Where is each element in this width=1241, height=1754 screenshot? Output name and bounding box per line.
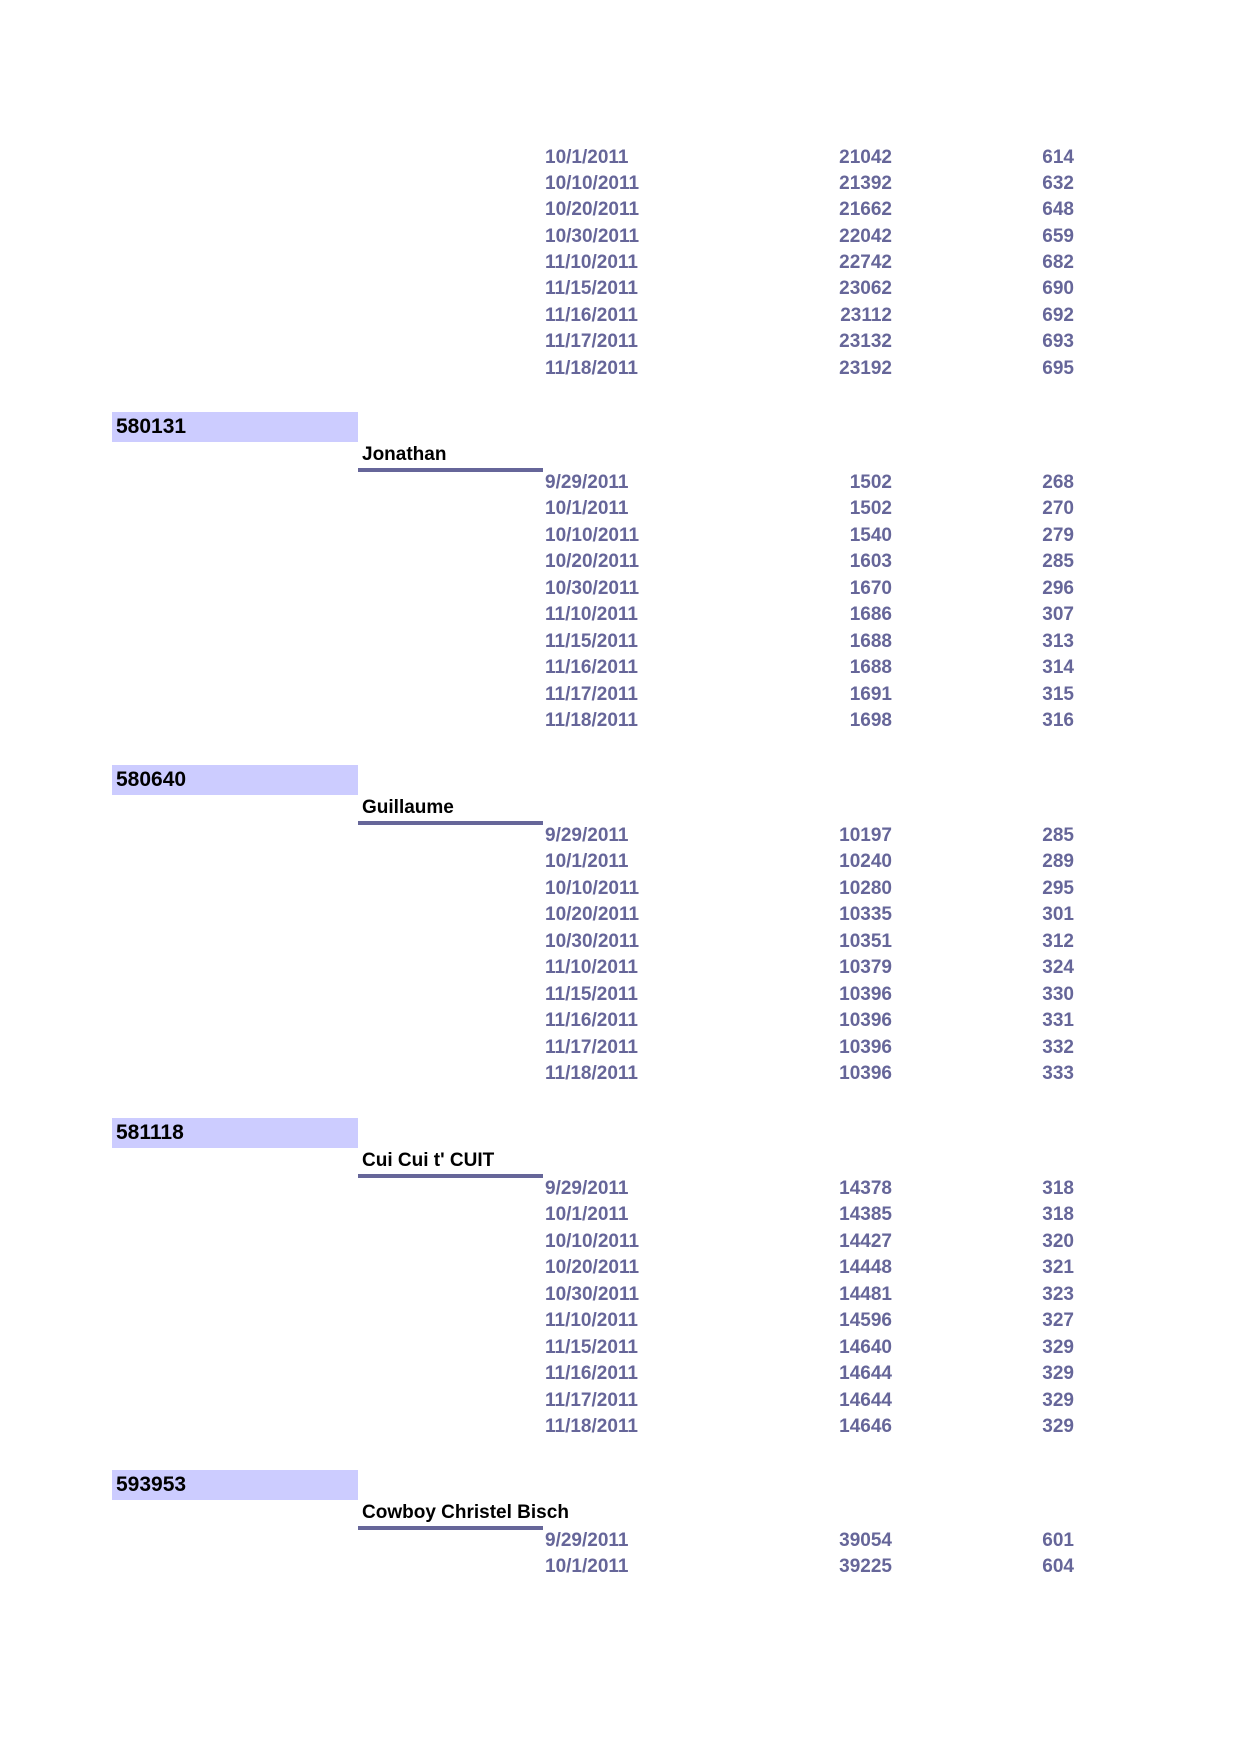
value1-cell: 1502 [849,498,892,519]
value2-cell: 285 [1042,551,1074,572]
value1-cell: 1698 [849,710,892,731]
value1-cell: 10396 [839,1010,892,1031]
date-cell: 11/10/2011 [545,252,638,273]
value1-cell: 1540 [849,525,892,546]
table-row [0,1061,1241,1087]
value2-cell: 330 [1042,984,1074,1005]
date-cell: 10/10/2011 [545,878,640,899]
value1-cell: 22742 [839,252,892,273]
date-cell: 10/30/2011 [545,578,640,599]
date-cell: 10/20/2011 [545,1257,640,1278]
table-row [0,356,1241,382]
date-cell: 11/16/2011 [545,1363,638,1384]
value2-cell: 329 [1042,1416,1074,1437]
table-row [0,549,1241,575]
value1-cell: 10280 [839,878,892,899]
group-name: Jonathan [362,444,447,465]
table-row [0,1335,1241,1361]
value2-cell: 316 [1042,710,1074,731]
date-cell: 11/15/2011 [545,1337,638,1358]
value2-cell: 329 [1042,1337,1074,1358]
table-row [0,576,1241,602]
value2-cell: 321 [1042,1257,1074,1278]
table-row [0,1176,1241,1202]
value1-cell: 10335 [839,904,892,925]
table-row [0,629,1241,655]
table-row [0,1528,1241,1554]
table-row [0,1229,1241,1255]
date-cell: 11/17/2011 [545,331,638,352]
date-cell: 10/10/2011 [545,173,640,194]
date-cell: 10/1/2011 [545,851,629,872]
value2-cell: 329 [1042,1363,1074,1384]
value1-cell: 21392 [839,173,892,194]
value2-cell: 313 [1042,631,1074,652]
value2-cell: 324 [1042,957,1074,978]
table-row [0,224,1241,250]
date-cell: 11/18/2011 [545,1416,638,1437]
value1-cell: 14427 [839,1231,892,1252]
value1-cell: 14596 [839,1310,892,1331]
date-cell: 9/29/2011 [545,1178,629,1199]
value2-cell: 315 [1042,684,1074,705]
table-row [0,197,1241,223]
value1-cell: 21042 [839,147,892,168]
value1-cell: 1688 [849,657,892,678]
value2-cell: 327 [1042,1310,1074,1331]
value2-cell: 632 [1042,173,1074,194]
value1-cell: 14644 [839,1363,892,1384]
value2-cell: 601 [1042,1530,1074,1551]
date-cell: 11/15/2011 [545,984,638,1005]
value2-cell: 604 [1042,1556,1074,1577]
value1-cell: 14481 [839,1284,892,1305]
date-cell: 11/18/2011 [545,1063,638,1084]
value1-cell: 1603 [849,551,892,572]
table-row [0,1414,1241,1440]
value1-cell: 14448 [839,1257,892,1278]
value1-cell: 10396 [839,984,892,1005]
table-row [0,602,1241,628]
group-id-header: 581118 [112,1118,358,1148]
date-cell: 11/10/2011 [545,604,638,625]
value1-cell: 1670 [849,578,892,599]
table-row [0,250,1241,276]
table-row [0,682,1241,708]
date-cell: 10/30/2011 [545,226,640,247]
date-cell: 10/20/2011 [545,551,640,572]
value2-cell: 268 [1042,472,1074,493]
table-row [0,1308,1241,1334]
value1-cell: 39225 [839,1556,892,1577]
table-row [0,276,1241,302]
date-cell: 11/18/2011 [545,358,638,379]
group-name: Cui Cui t' CUIT [362,1150,495,1171]
group-name: Guillaume [362,797,454,818]
value2-cell: 682 [1042,252,1074,273]
value1-cell: 14640 [839,1337,892,1358]
value2-cell: 301 [1042,904,1074,925]
value2-cell: 320 [1042,1231,1074,1252]
value1-cell: 10351 [839,931,892,952]
value2-cell: 690 [1042,278,1074,299]
value2-cell: 333 [1042,1063,1074,1084]
value2-cell: 648 [1042,199,1074,220]
value1-cell: 23192 [839,358,892,379]
value1-cell: 14646 [839,1416,892,1437]
date-cell: 11/15/2011 [545,278,638,299]
date-cell: 11/17/2011 [545,684,638,705]
date-cell: 10/1/2011 [545,1204,629,1225]
value2-cell: 695 [1042,358,1074,379]
table-row [0,902,1241,928]
value1-cell: 1688 [849,631,892,652]
date-cell: 9/29/2011 [545,1530,629,1551]
table-row [0,1554,1241,1580]
table-row [0,823,1241,849]
value2-cell: 659 [1042,226,1074,247]
table-row [0,849,1241,875]
date-cell: 11/17/2011 [545,1390,638,1411]
value2-cell: 332 [1042,1037,1074,1058]
value1-cell: 10396 [839,1037,892,1058]
date-cell: 10/1/2011 [545,1556,629,1577]
table-row [0,876,1241,902]
table-row [0,1035,1241,1061]
date-cell: 10/30/2011 [545,931,640,952]
table-row [0,1361,1241,1387]
value2-cell: 279 [1042,525,1074,546]
value1-cell: 14378 [839,1178,892,1199]
table-row [0,303,1241,329]
date-cell: 10/20/2011 [545,199,640,220]
value1-cell: 23132 [839,331,892,352]
date-cell: 10/20/2011 [545,904,640,925]
date-cell: 9/29/2011 [545,825,629,846]
date-cell: 10/30/2011 [545,1284,640,1305]
value2-cell: 331 [1042,1010,1074,1031]
table-row [0,1008,1241,1034]
table-row [0,982,1241,1008]
value1-cell: 22042 [839,226,892,247]
value1-cell: 10379 [839,957,892,978]
value2-cell: 295 [1042,878,1074,899]
group-id-header: 580131 [112,412,358,442]
value1-cell: 14385 [839,1204,892,1225]
table-row [0,955,1241,981]
value2-cell: 692 [1042,305,1074,326]
table-row [0,708,1241,734]
date-cell: 11/10/2011 [545,1310,638,1331]
value1-cell: 10240 [839,851,892,872]
value1-cell: 23062 [839,278,892,299]
group-id-header: 580640 [112,765,358,795]
table-row [0,523,1241,549]
table-row [0,1388,1241,1414]
value1-cell: 39054 [839,1530,892,1551]
date-cell: 9/29/2011 [545,472,629,493]
table-row [0,655,1241,681]
date-cell: 10/10/2011 [545,525,640,546]
date-cell: 11/10/2011 [545,957,638,978]
date-cell: 11/18/2011 [545,710,638,731]
date-cell: 11/16/2011 [545,1010,638,1031]
group-name: Cowboy Christel Bisch [362,1502,569,1523]
value2-cell: 614 [1042,147,1074,168]
table-row [0,171,1241,197]
table-row [0,929,1241,955]
value1-cell: 10396 [839,1063,892,1084]
value1-cell: 1691 [849,684,892,705]
date-cell: 11/16/2011 [545,305,638,326]
value2-cell: 329 [1042,1390,1074,1411]
value2-cell: 318 [1042,1204,1074,1225]
value1-cell: 1686 [849,604,892,625]
table-row [0,1282,1241,1308]
date-cell: 10/1/2011 [545,498,629,519]
value2-cell: 323 [1042,1284,1074,1305]
value2-cell: 296 [1042,578,1074,599]
table-row [0,496,1241,522]
group-id-header: 593953 [112,1470,358,1500]
date-cell: 11/17/2011 [545,1037,638,1058]
date-cell: 11/15/2011 [545,631,638,652]
value2-cell: 307 [1042,604,1074,625]
value2-cell: 285 [1042,825,1074,846]
value1-cell: 10197 [839,825,892,846]
date-cell: 10/10/2011 [545,1231,640,1252]
table-row [0,1255,1241,1281]
table-row [0,1202,1241,1228]
value2-cell: 270 [1042,498,1074,519]
value1-cell: 1502 [849,472,892,493]
value1-cell: 23112 [840,305,892,326]
value2-cell: 314 [1042,657,1074,678]
table-row [0,470,1241,496]
value2-cell: 289 [1042,851,1074,872]
value1-cell: 14644 [839,1390,892,1411]
value2-cell: 693 [1042,331,1074,352]
value2-cell: 318 [1042,1178,1074,1199]
table-row [0,329,1241,355]
table-row [0,145,1241,171]
date-cell: 11/16/2011 [545,657,638,678]
date-cell: 10/1/2011 [545,147,629,168]
value1-cell: 21662 [839,199,892,220]
value2-cell: 312 [1042,931,1074,952]
